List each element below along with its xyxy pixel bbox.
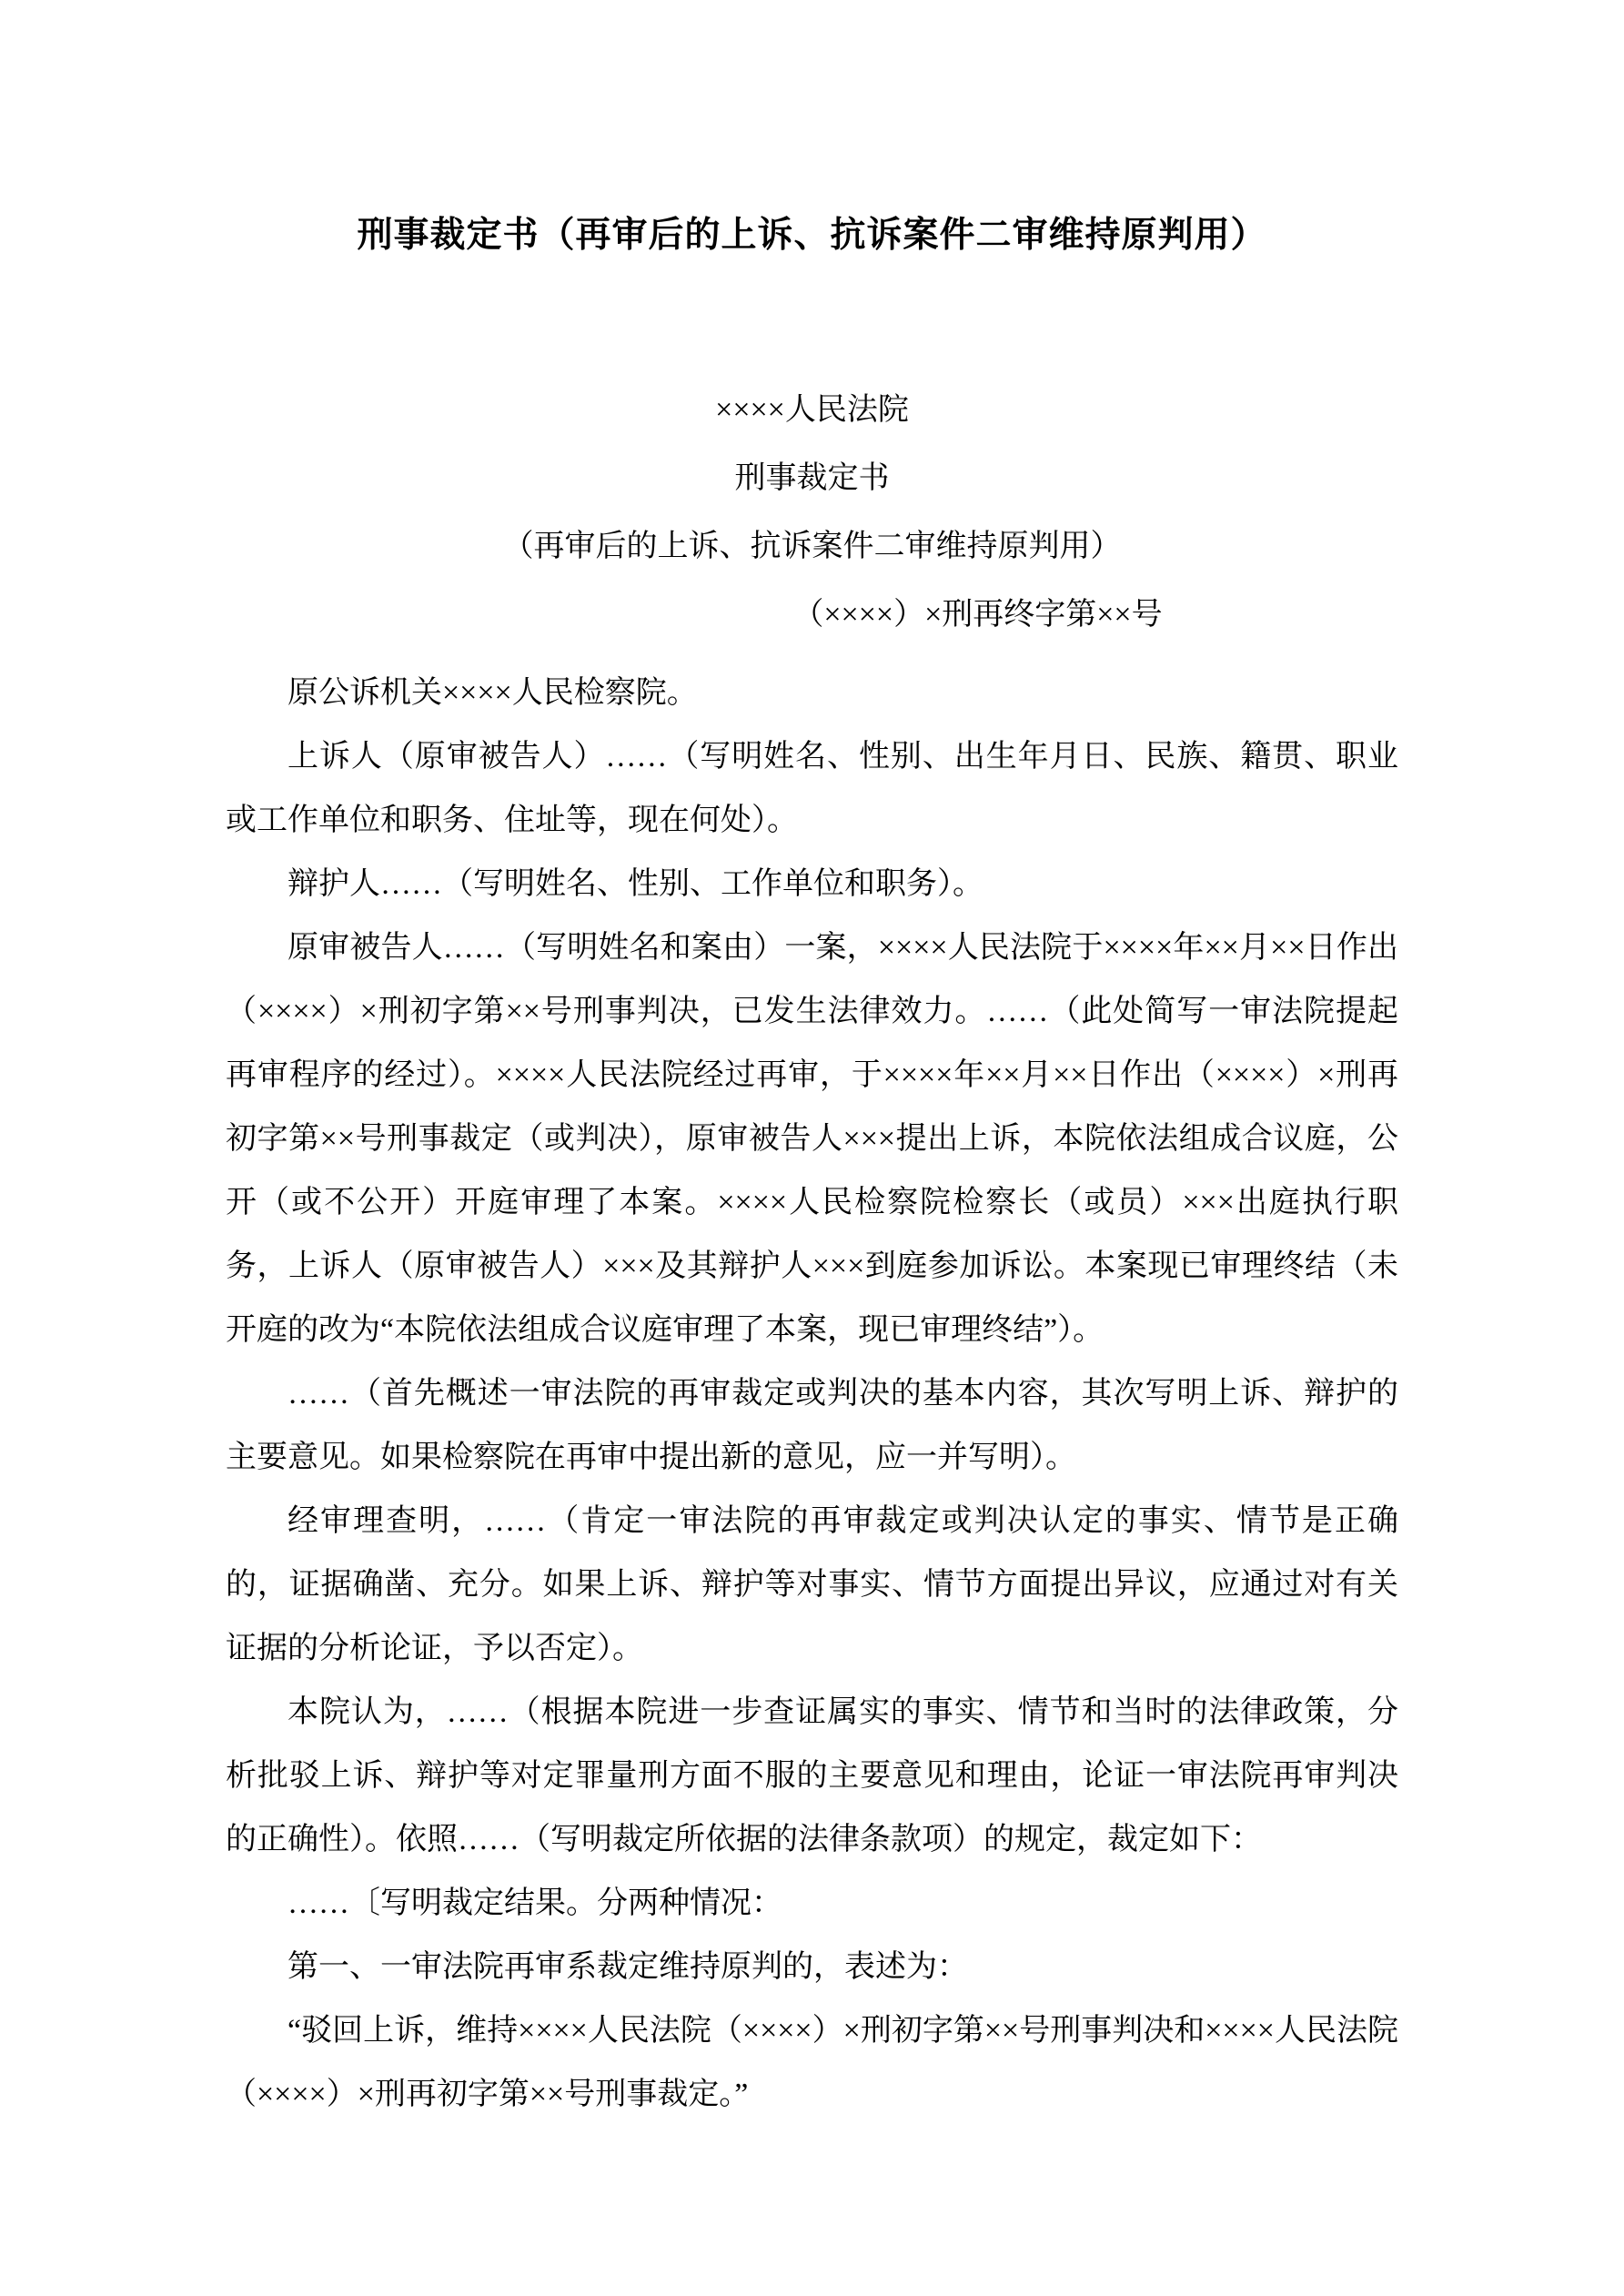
paragraph-ruling-text: “驳回上诉，维持××××人民法院（××××）×刑初字第××号刑事判决和××××人民法院（××××）×刑再初字第××号刑事裁定。”: [226, 2014, 1398, 2111]
paragraph-court-opinion: 本院认为，……（根据本院进一步查证属实的事实、情节和当时的法律政策，分析批驳上诉、辩护等对定罪量刑方面不服的主要意见和理由，论证一审法院再审判决的正确性）。依照……（写明裁定所依据的法律条款项）的规定，裁定如下：: [226, 1695, 1398, 1856]
document-title: 刑事裁定书（再审后的上诉、抗诉案件二审维持原判用）: [357, 216, 1267, 255]
paragraph-findings: 经审理查明，……（肯定一审法院的再审裁定或判决认定的事实、情节是正确的，证据确凿、充分。如果上诉、辩护等对事实、情节方面提出异议，应通过对有关证据的分析论证，予以否定）。: [226, 1504, 1398, 1665]
paragraph-appellant: 上诉人（原审被告人）……（写明姓名、性别、出生年月日、民族、籍贯、职业或工作单位和职务、住址等，现在何处）。: [226, 740, 1398, 837]
document-subtype: （再审后的上诉、抗诉案件二审维持原判用）: [502, 530, 1122, 563]
case-number: （××××）×刑再终字第××号: [792, 598, 1163, 632]
paragraph-situation-one: 第一、一审法院再审系裁定维持原判的，表述为：: [287, 1950, 968, 1984]
document-type: 刑事裁定书: [734, 461, 890, 495]
court-name: ××××人民法院: [715, 393, 909, 427]
document-header: [226, 376, 1398, 581]
paragraph-summary-instructions: ……（首先概述一审法院的再审裁定或判决的基本内容，其次写明上诉、辩护的主要意见。如果检察院在再审中提出新的意见，应一并写明）。: [226, 1377, 1398, 1474]
paragraph-defender: 辩护人……（写明姓名、性别、工作单位和职务）。: [287, 867, 983, 901]
paragraph-case-history: 原审被告人……（写明姓名和案由）一案，××××人民法院于××××年××月××日作出（××××）×刑初字第××号刑事判决，已发生法律效力。……（此处简写一审法院提起再审程序的经过）。××××人民法院经过再审，于××××年××月××日作出（××××）×刑再初字第××号刑事裁定（或判决），原审被告人×××提出上诉，本院依法组成合议庭，公开（或不公开）开庭审理了本案。××××人民检察院检察长（或员）×××出庭执行职务，上诉人（原审被告人）×××及其辩护人×××到庭参加诉讼。本案现已审理终结（未开庭的改为“本院依法组成合议庭审理了本案，现已审理终结”）。: [226, 931, 1398, 1347]
paragraph-prosecution-organ: 原公诉机关××××人民检察院。: [287, 676, 698, 710]
paragraph-ruling-result-note: ……〔写明裁定结果。分两种情况：: [287, 1886, 782, 1920]
document-body: [226, 662, 1398, 2127]
